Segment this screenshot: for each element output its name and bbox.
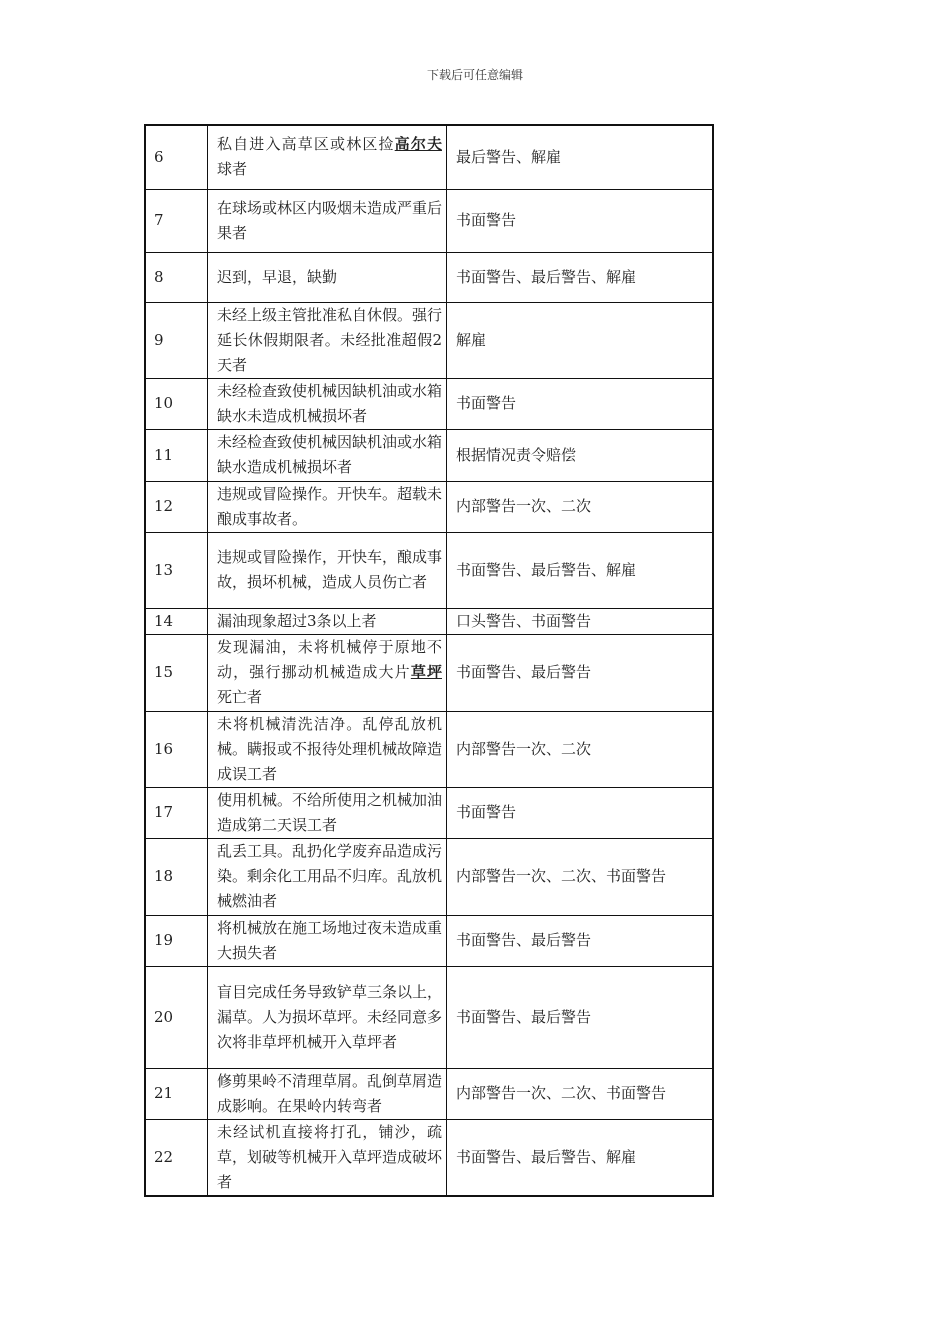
violation-description <box>208 252 447 302</box>
table-row <box>145 634 713 711</box>
table-row <box>145 481 713 532</box>
description-text: 修剪果岭不清理草屑。乱倒草屑造成影响。在果岭内转弯者 <box>217 1071 443 1115</box>
violation-description <box>208 125 447 189</box>
description-text: 迟到，早退，缺勤 <box>217 267 338 286</box>
row-number: 19 <box>145 915 208 966</box>
row-number: 13 <box>145 532 208 608</box>
violation-description <box>208 378 447 429</box>
penalty: 书面警告 <box>447 189 714 252</box>
rules-table <box>144 124 714 1197</box>
penalty: 根据情况责令赔偿 <box>447 429 714 481</box>
row-number: 6 <box>145 125 208 189</box>
description-text: 未将机械清洗洁净。乱停乱放机械。瞒报或不报待处理机械故障造成误工者 <box>217 714 443 783</box>
table-row <box>145 1068 713 1119</box>
table-row <box>145 608 713 634</box>
description-text: 使用机械。不给所使用之机械加油造成第二天误工者 <box>217 790 443 834</box>
row-number: 12 <box>145 481 208 532</box>
row-number: 22 <box>145 1119 208 1196</box>
violation-description <box>208 608 447 634</box>
violation-description <box>208 787 447 838</box>
description-text: 未经试机直接将打孔，铺沙，疏草，划破等机械开入草坪造成破坏者 <box>217 1122 443 1191</box>
rules-table-body <box>145 125 713 1196</box>
violation-description <box>208 532 447 608</box>
penalty: 内部警告一次、二次、书面警告 <box>447 838 714 915</box>
row-number: 7 <box>145 189 208 252</box>
table-row <box>145 532 713 608</box>
table-row <box>145 125 713 189</box>
description-text: 在球场或林区内吸烟未造成严重后果者 <box>217 198 443 242</box>
penalty: 书面警告、最后警告、解雇 <box>447 532 714 608</box>
table-row <box>145 1119 713 1196</box>
row-number: 20 <box>145 966 208 1068</box>
table-row <box>145 302 713 378</box>
violation-description <box>208 966 447 1068</box>
table-row <box>145 378 713 429</box>
row-number: 17 <box>145 787 208 838</box>
description-text-tail: 球者 <box>217 160 248 179</box>
penalty: 书面警告、最后警告 <box>447 915 714 966</box>
description-text: 将机械放在施工场地过夜未造成重大损失者 <box>217 918 443 962</box>
penalty: 口头警告、书面警告 <box>447 608 714 634</box>
penalty: 书面警告、最后警告 <box>447 966 714 1068</box>
row-number: 18 <box>145 838 208 915</box>
violation-description <box>208 189 447 252</box>
penalty: 内部警告一次、二次 <box>447 711 714 787</box>
description-text: 发现漏油，未将机械停于原地不动，强行挪动机械造成大片 <box>217 638 442 681</box>
table-row <box>145 429 713 481</box>
table-row <box>145 966 713 1068</box>
penalty: 最后警告、解雇 <box>447 125 714 189</box>
penalty: 书面警告 <box>447 787 714 838</box>
table-row <box>145 838 713 915</box>
description-highlight: 高尔夫 <box>394 135 442 154</box>
description-text: 违规或冒险操作，开快车，酿成事故，损坏机械，造成人员伤亡者 <box>217 548 443 591</box>
row-number: 14 <box>145 608 208 634</box>
penalty: 书面警告 <box>447 378 714 429</box>
violation-description <box>208 838 447 915</box>
row-number: 15 <box>145 634 208 711</box>
description-text: 私自进入高草区或林区捡 <box>217 135 395 154</box>
violation-description <box>208 634 447 711</box>
description-text: 乱丢工具。乱扔化学废弃品造成污染。剩余化工用品不归库。乱放机械燃油者 <box>217 842 443 910</box>
table-row <box>145 787 713 838</box>
violation-description <box>208 1119 447 1196</box>
violation-description <box>208 481 447 532</box>
description-text: 未经检查致使机械因缺机油或水箱缺水造成机械损坏者 <box>217 433 443 476</box>
row-number: 10 <box>145 378 208 429</box>
penalty: 书面警告、最后警告、解雇 <box>447 252 714 302</box>
violation-description <box>208 711 447 787</box>
penalty: 解雇 <box>447 302 714 378</box>
table-row <box>145 252 713 302</box>
description-highlight: 草坪 <box>410 663 442 681</box>
row-number: 9 <box>145 302 208 378</box>
penalty: 内部警告一次、二次 <box>447 481 714 532</box>
description-text: 未经上级主管批准私自休假。强行延长休假期限者。未经批准超假2天者 <box>217 305 443 374</box>
penalty: 书面警告、最后警告、解雇 <box>447 1119 714 1196</box>
row-number: 11 <box>145 429 208 481</box>
row-number: 21 <box>145 1068 208 1119</box>
violation-description <box>208 915 447 966</box>
row-number: 16 <box>145 711 208 787</box>
description-text: 漏油现象超过3条以上者 <box>217 611 377 630</box>
description-text: 盲目完成任务导致铲草三条以上，漏草。人为损坏草坪。未经同意多次将非草坪机械开入草坪者 <box>217 982 443 1051</box>
row-number: 8 <box>145 252 208 302</box>
description-text: 违规或冒险操作。开快车。超载未酿成事故者。 <box>217 484 443 528</box>
violation-description <box>208 429 447 481</box>
violation-description <box>208 302 447 378</box>
table-row <box>145 189 713 252</box>
table-row <box>145 915 713 966</box>
description-text: 未经检查致使机械因缺机油或水箱缺水未造成机械损坏者 <box>217 381 443 425</box>
description-text-tail: 死亡者 <box>217 688 263 706</box>
penalty: 内部警告一次、二次、书面警告 <box>447 1068 714 1119</box>
penalty: 书面警告、最后警告 <box>447 634 714 711</box>
violation-description <box>208 1068 447 1119</box>
page-header: 下载后可任意编辑 <box>426 68 523 82</box>
table-row <box>145 711 713 787</box>
